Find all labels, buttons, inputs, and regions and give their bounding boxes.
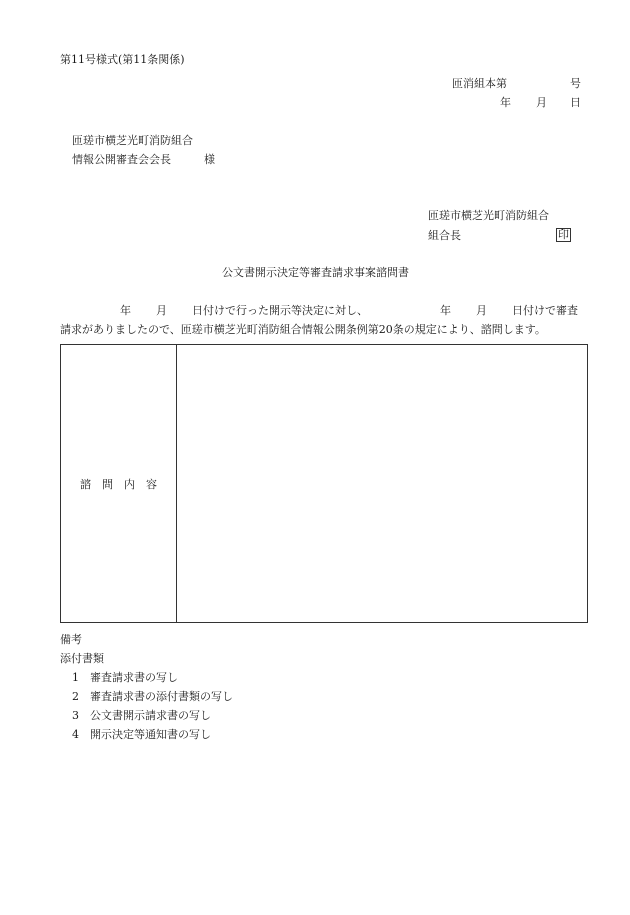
note-item-3-text: 公文書開示請求書の写し xyxy=(90,709,211,722)
recipient-honorific: 様 xyxy=(204,153,215,166)
body-line-2: 請求がありましたので、匝瑳市横芝光町消防組合情報公開条例第20条の規定により、諮問します。 xyxy=(60,323,546,336)
consultation-label: 諮 問 内 容 xyxy=(80,478,157,491)
note-item-3-num: 3 xyxy=(72,709,79,722)
form-number: 第11号様式(第11条関係) xyxy=(60,53,185,66)
note-item-4-num: 4 xyxy=(72,728,79,741)
doc-number-prefix: 匝消組本第 xyxy=(452,77,507,90)
note-item-2-text: 審査請求書の添付書類の写し xyxy=(90,690,233,703)
notes-heading: 備考 xyxy=(60,633,82,646)
body-month-2: 月 xyxy=(476,304,487,317)
note-item-4-text: 開示決定等通知書の写し xyxy=(90,728,211,741)
sender-title: 組合長 xyxy=(428,229,461,242)
document-title: 公文書開示決定等審査請求事案諮問書 xyxy=(222,266,409,279)
date-day: 日 xyxy=(570,96,581,109)
body-text-1: 日付けで行った開示等決定に対し、 xyxy=(192,304,368,317)
note-item-2-num: 2 xyxy=(72,690,79,703)
seal-mark xyxy=(556,228,571,242)
consultation-content xyxy=(177,345,587,622)
sender-org: 匝瑳市横芝光町消防組合 xyxy=(428,209,549,222)
body-text-2: 日付けで審査 xyxy=(512,304,578,317)
body-year-1: 年 xyxy=(120,304,131,317)
body-year-2: 年 xyxy=(440,304,451,317)
date-month: 月 xyxy=(536,96,547,109)
seal-text: 印 xyxy=(558,228,569,241)
recipient-title: 情報公開審査会会長 xyxy=(72,153,171,166)
note-item-1-text: 審査請求書の写し xyxy=(90,671,178,684)
consultation-table xyxy=(60,344,588,623)
note-item-1-num: 1 xyxy=(72,671,79,684)
body-month-1: 月 xyxy=(156,304,167,317)
date-year: 年 xyxy=(500,96,511,109)
notes-subheading: 添付書類 xyxy=(60,652,104,665)
recipient-org: 匝瑳市横芝光町消防組合 xyxy=(72,134,193,147)
doc-number-suffix: 号 xyxy=(570,77,581,90)
